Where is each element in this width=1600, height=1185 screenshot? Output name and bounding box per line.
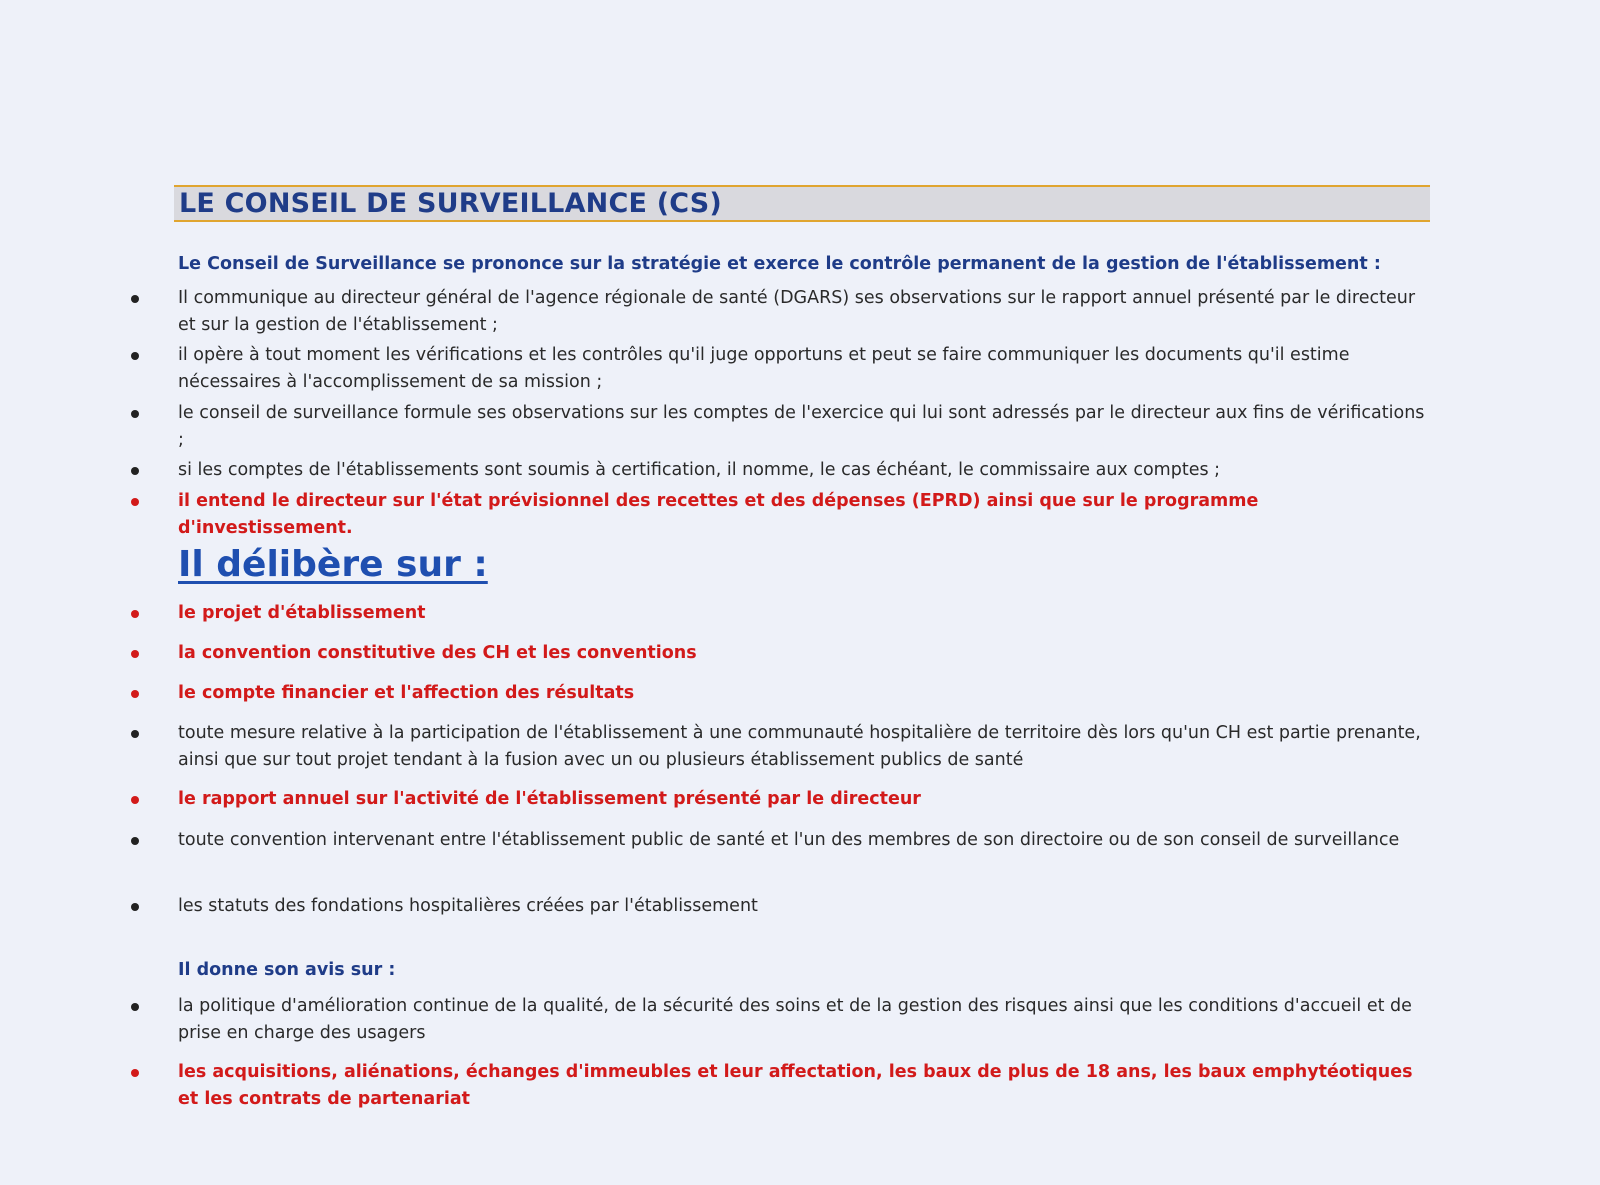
list-item: [178, 720, 1428, 774]
list-item: [178, 400, 1428, 454]
bullet-icon: [131, 1069, 139, 1077]
bullet-icon: [131, 796, 139, 804]
bullet-icon: [131, 498, 139, 506]
list-item: [178, 786, 1428, 813]
list-item-text: si les comptes de l'établissements sont soumis à certification, il nomme, le cas échéant, le commissaire aux comptes ;: [178, 460, 1221, 480]
page-title: LE CONSEIL DE SURVEILLANCE (CS): [179, 188, 722, 219]
list-item: [178, 600, 1428, 627]
title-bar: [174, 185, 1430, 222]
bullet-icon: [131, 1003, 139, 1011]
list-item: [178, 893, 1428, 920]
avis-heading: Il donne son avis sur :: [178, 960, 396, 980]
bullet-icon: [131, 410, 139, 418]
list-item-text: le conseil de surveillance formule ses observations sur les comptes de l'exercice qui lui sont adressés par le directeur aux fins de vérifications ;: [178, 403, 1425, 450]
bullet-icon: [131, 650, 139, 658]
list-item-text: il opère à tout moment les vérifications et les contrôles qu'il juge opportuns et peut se faire communiquer les documents qu'il estime nécessaires à l'accomplissement de sa mission ;: [178, 345, 1350, 392]
bullet-icon: [131, 903, 139, 911]
bullet-icon: [131, 690, 139, 698]
bullet-icon: [131, 467, 139, 475]
list-item-text: Il communique au directeur général de l'agence régionale de santé (DGARS) ses observations sur le rapport annuel présenté par le directeur et sur la gestion de l'établissement ;: [178, 288, 1416, 335]
list-item: [178, 285, 1428, 339]
list-item: [178, 993, 1428, 1047]
list-item-text: toute mesure relative à la participation de l'établissement à une communauté hospitalière de territoire dès lors qu'un CH est partie prenante, ainsi que sur tout projet tendant à la fusion avec un ou plusieurs établissement publics de santé: [178, 723, 1421, 770]
list-item-text: le projet d'établissement: [178, 603, 426, 623]
list-item-text: les statuts des fondations hospitalières créées par l'établissement: [178, 896, 758, 916]
bullet-icon: [131, 610, 139, 618]
bullet-icon: [131, 295, 139, 303]
delibere-heading: Il délibère sur :: [178, 544, 488, 585]
list-item-text: la politique d'amélioration continue de la qualité, de la sécurité des soins et de la gestion des risques ainsi que les conditions d'accueil et de prise en charge des usagers: [178, 996, 1412, 1043]
list-item: [178, 640, 1428, 667]
bullet-icon: [131, 837, 139, 845]
list-item-text: il entend le directeur sur l'état prévisionnel des recettes et des dépenses (EPRD) ainsi que sur le programme d'investissement.: [178, 491, 1259, 538]
list-item-text: le rapport annuel sur l'activité de l'établissement présenté par le directeur: [178, 789, 921, 809]
list-item: [178, 342, 1428, 396]
list-item: [178, 680, 1428, 707]
bullet-icon: [131, 352, 139, 360]
list-item: [178, 1059, 1428, 1113]
list-item-text: toute convention intervenant entre l'établissement public de santé et l'un des membres de son directoire ou de son conseil de surveillance: [178, 830, 1400, 850]
list-item: [178, 457, 1428, 484]
list-item: [178, 488, 1428, 542]
list-item: [178, 827, 1428, 854]
intro-heading: Le Conseil de Surveillance se prononce sur la stratégie et exerce le contrôle permanent de la gestion de l'établissement :: [178, 254, 1381, 274]
list-item-text: le compte financier et l'affection des résultats: [178, 683, 635, 703]
bullet-icon: [131, 730, 139, 738]
list-item-text: la convention constitutive des CH et les conventions: [178, 643, 697, 663]
list-item-text: les acquisitions, aliénations, échanges d'immeubles et leur affectation, les baux de plus de 18 ans, les baux emphytéotiques et les contrats de partenariat: [178, 1062, 1413, 1109]
